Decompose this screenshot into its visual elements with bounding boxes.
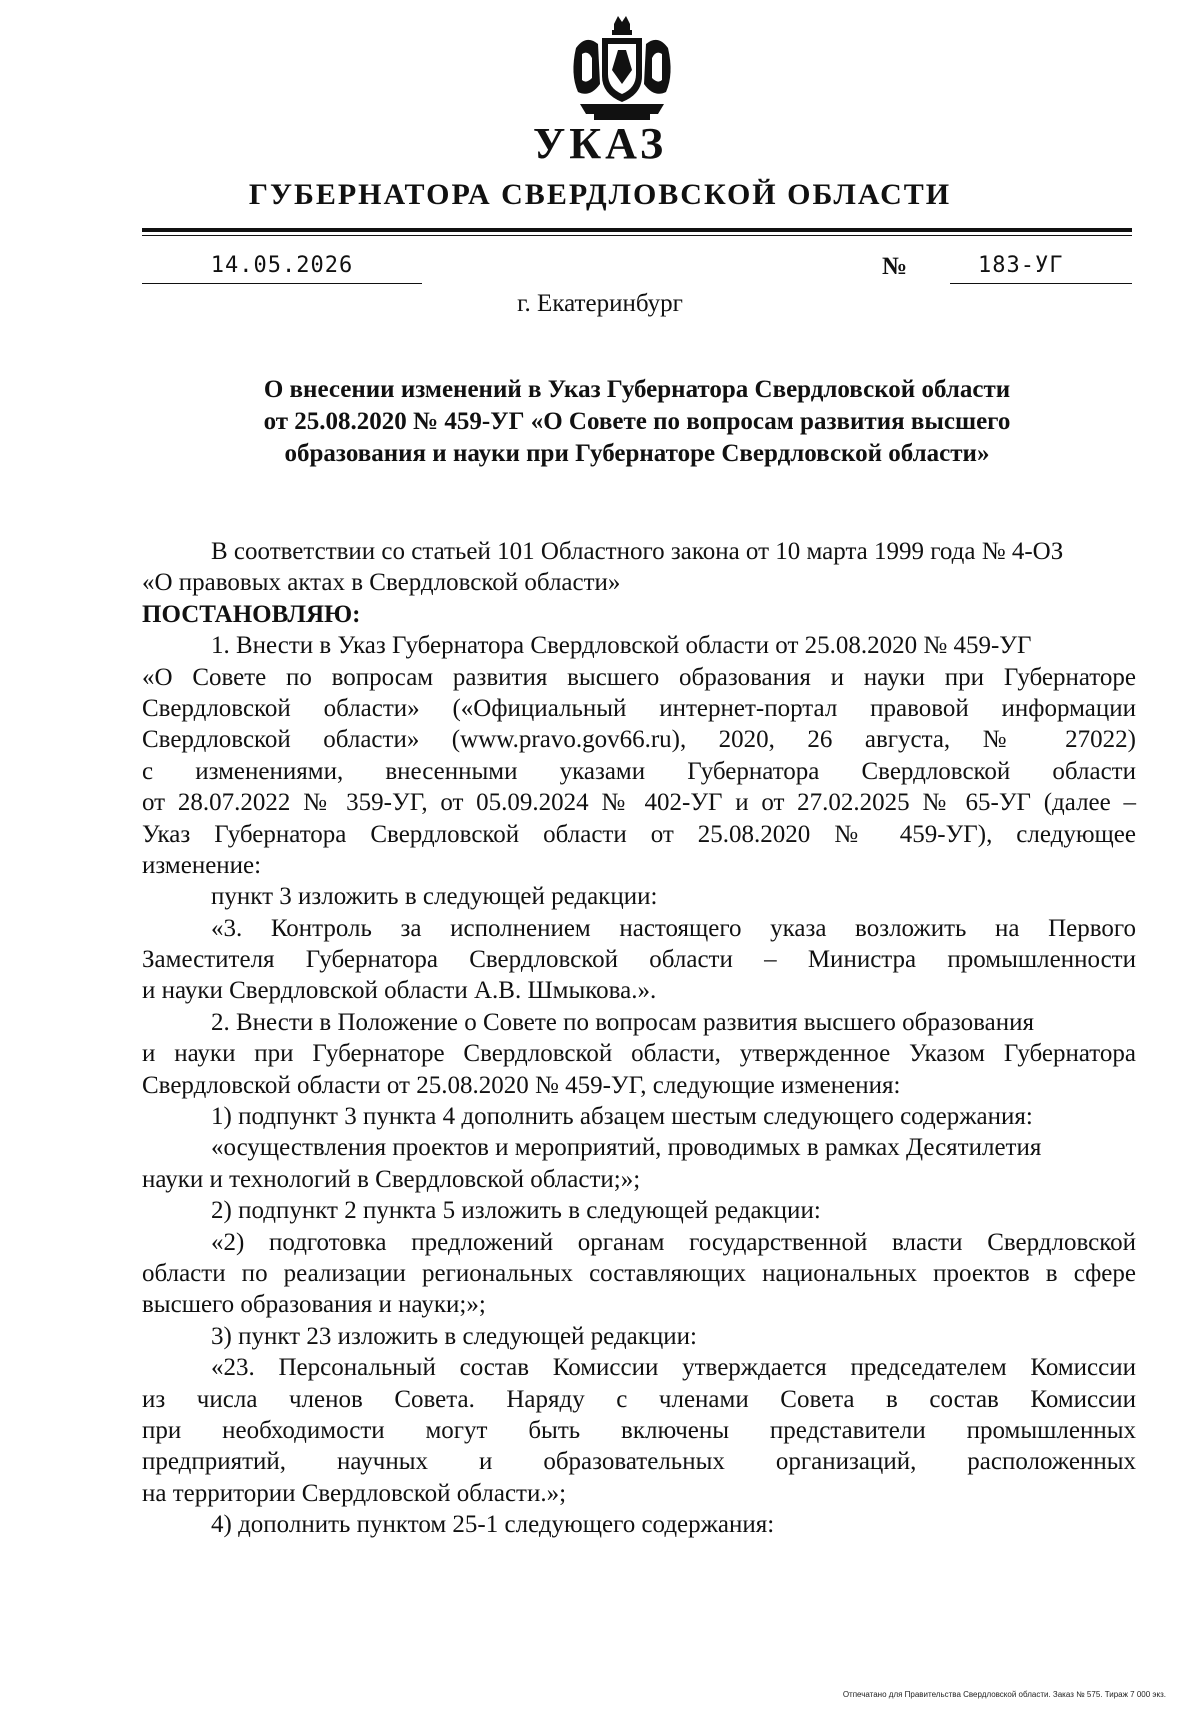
print-imprint: Отпечатано для Правительства Свердловской области. Заказ № 575. Тираж 7 000 экз. bbox=[842, 1690, 1166, 1699]
body-line: 2. Внести в Положение о Совете по вопросам развития высшего образования bbox=[211, 1008, 1034, 1036]
document-subtitle: ГУБЕРНАТОРА СВЕРДЛОВСКОЙ ОБЛАСТИ bbox=[248, 178, 952, 211]
date-underline bbox=[142, 283, 422, 284]
body-line: «О правовых актах в Свердловской области» bbox=[142, 569, 621, 597]
body-line: на территории Свердловской области.»; bbox=[142, 1479, 567, 1507]
body-line: высшего образования и науки;»; bbox=[142, 1291, 486, 1319]
body-line: «осуществления проектов и мероприятий, проводимых в рамках Десятилетия bbox=[211, 1134, 1042, 1162]
number-underline bbox=[950, 283, 1132, 284]
decree-date: 14.05.2026 bbox=[210, 253, 354, 278]
body-line: «О Совете по вопросам развития высшего образования и науки при Губернаторе bbox=[142, 663, 1136, 691]
body-line: предприятий, научных и образовательных организаций, расположенных bbox=[142, 1448, 1136, 1476]
decree-heading bbox=[142, 374, 1132, 470]
body-line: области по реализации региональных составляющих национальных проектов в сфере bbox=[142, 1259, 1136, 1287]
document-title: УКАЗ bbox=[532, 119, 668, 168]
body-line: 4) дополнить пунктом 25-1 следующего содержания: bbox=[211, 1511, 775, 1539]
body-line: Заместителя Губернатора Свердловской области – Министра промышленности bbox=[142, 946, 1136, 974]
body-line: «23. Персональный состав Комиссии утверждается председателем Комиссии bbox=[211, 1354, 1136, 1382]
body-line: «2) подготовка предложений органам государственной власти Свердловской bbox=[211, 1228, 1136, 1256]
header-divider-thick bbox=[142, 228, 1132, 232]
body-line: Указ Губернатора Свердловской области от 25.08.2020 № 459-УГ), следующее bbox=[142, 820, 1136, 848]
heading-line: от 25.08.2020 № 459-УГ «О Совете по вопросам развития высшего bbox=[263, 408, 1011, 435]
body-line: пункт 3 изложить в следующей редакции: bbox=[211, 883, 658, 911]
header-divider-thin bbox=[142, 235, 1132, 236]
decree-body bbox=[142, 536, 1136, 1541]
body-line: 1) подпункт 3 пункта 4 дополнить абзацем шестым следующего содержания: bbox=[211, 1103, 1033, 1131]
body-line: изменение: bbox=[142, 851, 262, 879]
body-line: 2) подпункт 2 пункта 5 изложить в следующей редакции: bbox=[211, 1197, 821, 1225]
body-line: и науки при Губернаторе Свердловской области, утвержденное Указом Губернатора bbox=[142, 1040, 1136, 1068]
body-line: 3) пункт 23 изложить в следующей редакции: bbox=[211, 1322, 697, 1350]
decree-number: 183-УГ bbox=[978, 253, 1064, 278]
decree-resolution-word: ПОСТАНОВЛЯЮ: bbox=[142, 600, 361, 628]
body-line: В соответствии со статьей 101 Областного закона от 10 марта 1999 года № 4-ОЗ bbox=[211, 538, 1064, 565]
number-sign: № bbox=[882, 253, 908, 280]
body-line: Свердловской области от 25.08.2020 № 459-УГ, следующие изменения: bbox=[142, 1071, 901, 1099]
body-line: науки и технологий в Свердловской области;»; bbox=[142, 1165, 641, 1193]
body-line: от 28.07.2022 № 359-УГ, от 05.09.2024 № 402-УГ и от 27.02.2025 № 65-УГ (далее – bbox=[142, 789, 1136, 817]
body-line: «3. Контроль за исполнением настоящего указа возложить на Первого bbox=[211, 914, 1136, 942]
body-line: при необходимости могут быть включены представители промышленных bbox=[142, 1416, 1136, 1444]
body-line: из числа членов Совета. Наряду с членами Совета в состав Комиссии bbox=[142, 1385, 1136, 1413]
body-line: и науки Свердловской области А.В. Шмыкова.». bbox=[142, 977, 657, 1005]
heading-line: О внесении изменений в Указ Губернатора Свердловской области bbox=[263, 376, 1011, 403]
body-line: 1. Внести в Указ Губернатора Свердловской области от 25.08.2020 № 459-УГ bbox=[211, 632, 1032, 660]
body-line: с изменениями, внесенными указами Губернатора Свердловской области bbox=[142, 757, 1136, 785]
city-name: г. Екатеринбург bbox=[517, 290, 683, 317]
coat-of-arms-emblem bbox=[562, 14, 682, 126]
body-line: Свердловской области» («Официальный интернет-портал правовой информации bbox=[142, 694, 1136, 722]
body-line: Свердловской области» (www.pravo.gov66.ru), 2020, 26 августа, № 27022) bbox=[142, 726, 1136, 754]
heading-line: образования и науки при Губернаторе Свердловской области» bbox=[284, 440, 990, 467]
